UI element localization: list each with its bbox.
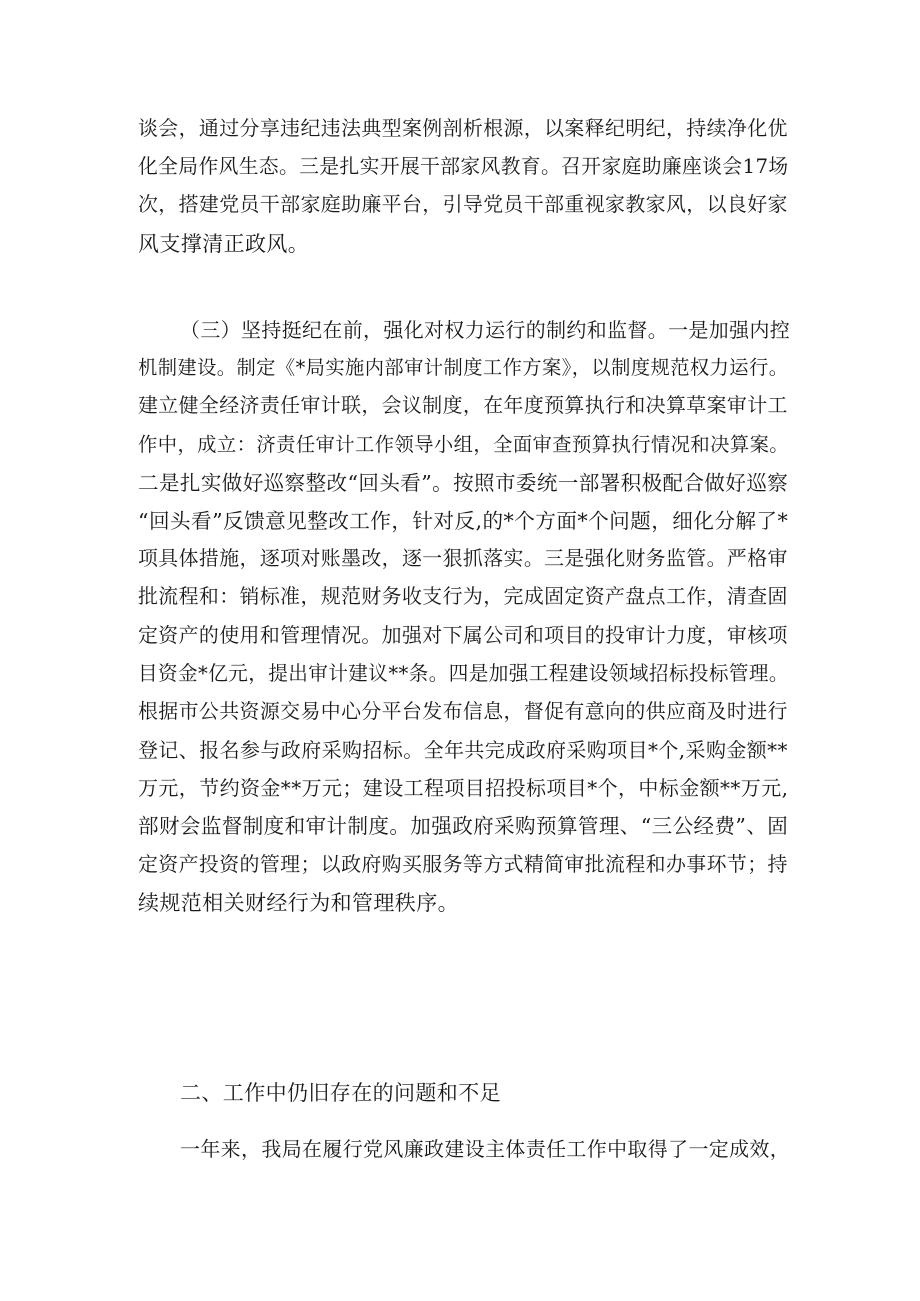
text-line: 登记、报名参与政府采购招标。全年共完成政府采购项目*个,采购金额** bbox=[138, 738, 788, 763]
heading-text: 二、工作中仍旧存在的问题和不足 bbox=[180, 1081, 501, 1105]
text-line: 批流程和：销标准，规范财务收支行为，完成固定资产盘点工作，清查固 bbox=[138, 585, 788, 609]
text-line: 化全局作风生态。三是扎实开展干部家风教育。召开家庭助廉座谈会17场 bbox=[138, 155, 789, 179]
text-line: 次，搭建党员干部家庭助廉平台，引导党员干部重视家教家风，以良好家 bbox=[138, 193, 788, 217]
text-line: 部财会监督制度和审计制度。加强政府采购预算管理、“三公经费”、固 bbox=[138, 814, 789, 839]
text-line: 万元，节约资金**万元；建设工程项目招投标项目*个，中标金额**万元, bbox=[138, 776, 789, 801]
paragraph-section-three bbox=[138, 311, 791, 922]
paragraph-summary bbox=[138, 1130, 791, 1168]
text-line: 机制建设。制定《*局实施内部审计制度工作方案》，以制度规范权力运行。 bbox=[138, 356, 789, 380]
paragraph-continuation bbox=[138, 110, 788, 263]
text-line: 谈会，通过分享违纪违法典型案例剖析根源，以案释纪明纪，持续净化优 bbox=[138, 117, 788, 140]
text-line: 作中，成立：济责任审计工作领导小组，全面审查预算执行情况和决算案。 bbox=[138, 432, 790, 456]
text-line: 建立健全经济责任审计联，会议制度，在年度预算执行和决算草案审计工 bbox=[138, 394, 788, 418]
text-line: 定资产投资的管理；以政府购买服务等方式精简审批流程和办事环节；持 bbox=[138, 852, 788, 876]
text-line: 定资产的使用和管理情况。加强对下属公司和项目的投审计力度，审核项 bbox=[138, 623, 788, 647]
text-line: 二是扎实做好巡察整改“回头看”。按照市委统一部署积极配合做好巡察 bbox=[138, 470, 789, 495]
text-line: 目资金*亿元，提出审计建议**条。四是加强工程建设领域招标投标管理。 bbox=[138, 661, 789, 685]
text-line: “回头看”反馈意见整改工作，针对反,的*个方面*个问题，细化分解了* bbox=[138, 508, 789, 533]
text-line: 风支撑清正政风。 bbox=[138, 231, 310, 256]
text-line: 项具体措施，逐项对账墨改，逐一狠抓落实。三是强化财务监管。严格审 bbox=[138, 547, 788, 571]
text-line: （三）坚持挺纪在前，强化对权力运行的制约和监督。一是加强内控 bbox=[180, 318, 791, 342]
section-heading bbox=[138, 1074, 788, 1112]
text-line: 根据市公共资源交易中心分平台发布信息，督促有意向的供应商及时进行 bbox=[138, 699, 788, 723]
text-line: 续规范相关财经行为和管理秩序。 bbox=[138, 890, 459, 915]
text-line: 一年来，我局在履行党风廉政建设主体责任工作中取得了一定成效， bbox=[180, 1137, 791, 1161]
